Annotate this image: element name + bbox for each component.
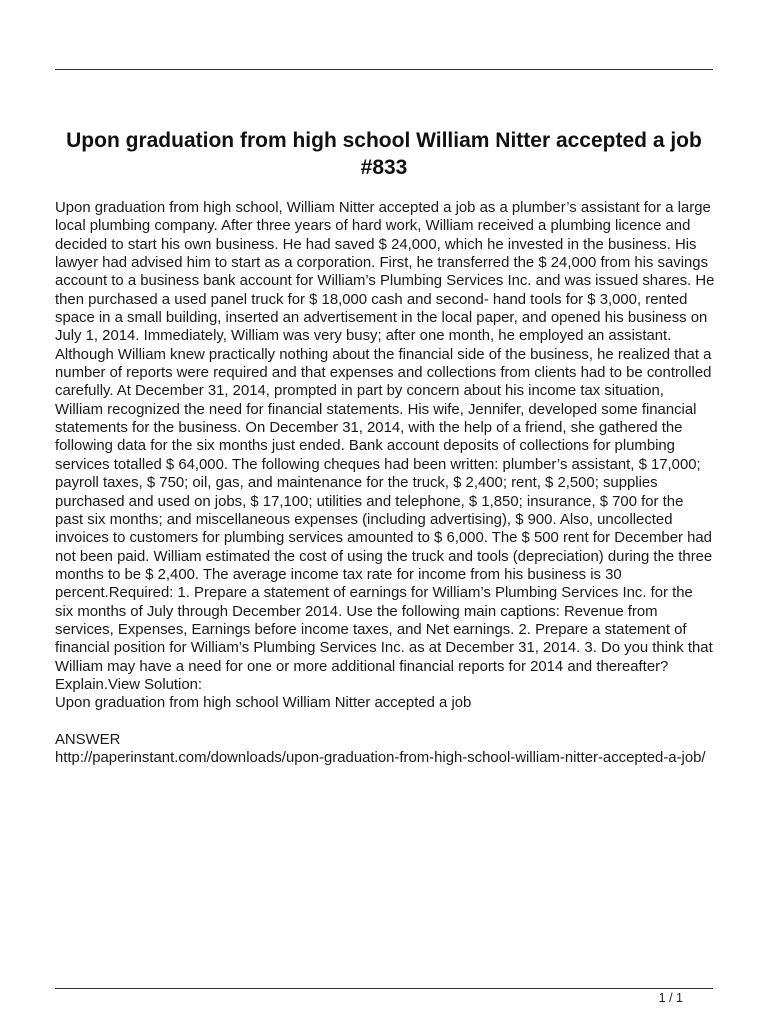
spacer xyxy=(55,713,715,731)
document-body xyxy=(55,199,715,768)
page-number: 1 / 1 xyxy=(658,991,683,1005)
answer-link[interactable]: http://paperinstant.com/downloads/upon-graduation-from-high-school-william-nitter-accepted-a-job/ xyxy=(55,750,706,767)
header-divider xyxy=(55,69,713,70)
document-title: Upon graduation from high school William Nitter accepted a job #833 xyxy=(66,129,702,179)
repeat-title-line: Upon graduation from high school William Nitter accepted a job xyxy=(55,695,472,712)
answer-label: ANSWER xyxy=(55,731,121,748)
problem-text: Upon graduation from high school, William Nitter accepted a job as a plumber’s assistant for a large local plumbing company. After three years of hard work, William received a plumbing licence and decided to start his own business. He had saved $ 24,000, which he invested in the business. His lawyer had advised him to start as a corporation. First, he transferred the $ 24,000 from his savings account to a business bank account for William’s Plumbing Services Inc. and was issued shares. He then purchased a used panel truck for $ 18,000 cash and second- hand tools for $ 3,000, rented space in a small building, inserted an advertisement in the local paper, and opened his business on July 1, 2014. Immediately, William was very busy; after one month, he employed an assistant. Although William knew practically nothing about the financial side of the business, he realized that a number of reports were required and that expenses and collections from clients had to be controlled carefully. At December 31, 2014, prompted in part by concern about his income tax situation, William recognized the need for financial statements. His wife, Jennifer, developed some financial statements for the business. On December 31, 2014, with the help of a friend, she gathered the following data for the six months just ended. Bank account deposits of collections for plumbing services totalled $ 64,000. The following cheques had been written: plumber’s assistant, $ 17,000; payroll taxes, $ 750; oil, gas, and maintenance for the truck, $ 2,400; rent, $ 2,500; supplies purchased and used on jobs, $ 17,100; utilities and telephone, $ 1,850; insurance, $ 700 for the past six months; and miscellaneous expenses (including advertising), $ 900. Also, uncollected invoices to customers for plumbing services amounted to $ 6,000. The $ 500 rent for December had not been paid. William estimated the cost of using the truck and tools (depreciation) during the three months to be $ 2,400. The average income tax rate for income from his business is 30 percent.Required: 1. Prepare a statement of earnings for William’s Plumbing Services Inc. for the six months of July through December 2014. Use the following main captions: Revenue from services, Expenses, Earnings before income taxes, and Net earnings. 2. Prepare a statement of financial position for William’s Plumbing Services Inc. as at December 31, 2014. 3. Do you think that William may have a need for one or more additional financial reports for 2014 and thereafter? Explain.View Solution: xyxy=(55,200,715,693)
footer-divider xyxy=(55,988,713,989)
